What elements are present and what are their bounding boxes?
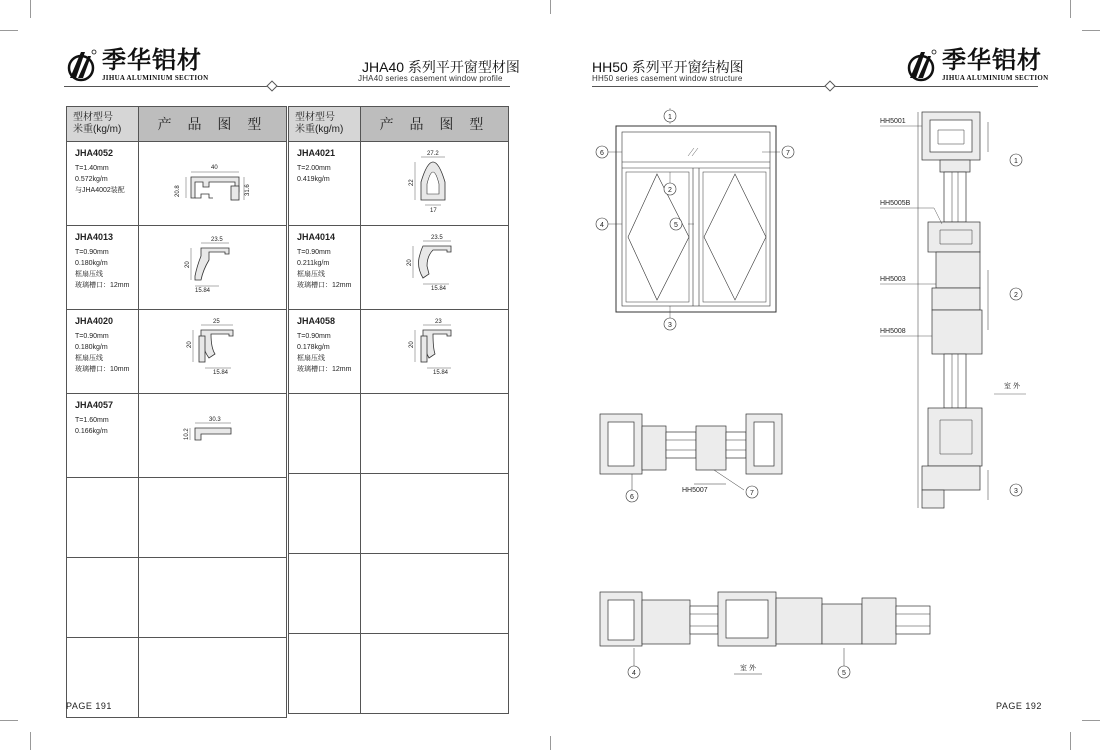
table-row [289,474,509,554]
profile-info [289,310,361,394]
table-row [67,226,287,310]
callout-label: 5 [674,222,678,229]
brand-name-en: JIHUA ALUMINIUM SECTION [102,74,209,82]
callout-label: 6 [600,150,604,157]
page-title: HH50 系列平开窗结构图 [592,59,744,75]
table-row [67,310,287,394]
crop-mark [0,720,18,721]
profile-spec: T=0.90mm [75,249,109,256]
callout-label: 4 [632,670,636,677]
callout-label: 1 [668,114,672,121]
crop-mark [1082,720,1100,721]
crop-mark [30,0,31,18]
header-rule [592,86,1038,87]
spine-mark [550,736,551,750]
callout-label: 7 [750,490,754,497]
section-label: HH5008 [880,328,906,335]
profile-info [67,310,139,394]
profile-spec: T=0.90mm [297,249,331,256]
profile-table-right [288,106,509,714]
page-subtitle: HH50 series casement window structure [592,74,743,83]
profile-info [67,394,139,478]
spine-mark [550,0,551,14]
dim-label: 22 [409,179,415,186]
profile-info [289,226,361,310]
section-label: HH5001 [880,118,906,125]
profile-drawing [139,142,287,226]
crop-mark [1082,30,1100,31]
profile-code: JHA4014 [297,232,336,242]
profile-info [67,226,139,310]
table-row [289,634,509,714]
table-row [289,310,509,394]
crop-mark [30,732,31,750]
section-label: HH5005B [880,200,911,207]
header-rule [64,86,510,87]
profile-spec: 0.178kg/m [297,344,330,351]
profile-spec: 0.180kg/m [75,344,108,351]
brand-emblem-icon [64,48,98,82]
dim-label: 30.3 [209,417,221,423]
profile-spec: T=2.00mm [297,165,331,172]
profile-spec: 框扇压线 [75,355,103,362]
callout-label: 3 [1014,488,1018,495]
dim-label: 17 [430,208,437,214]
profile-spec: 0.180kg/m [75,260,108,267]
profile-spec: T=1.40mm [75,165,109,172]
callout-label: 1 [1014,158,1018,165]
profile-info [289,142,361,226]
callout-label: 5 [842,670,846,677]
vertical-section [876,110,1036,512]
brand-logo [64,48,208,82]
profile-code: JHA4013 [75,232,114,242]
brand-name-en: JIHUA ALUMINIUM SECTION [942,74,1049,82]
table-row [67,478,287,558]
horizontal-section-sash [594,588,944,688]
dim-label: 40 [211,165,218,171]
profile-spec: 0.166kg/m [75,428,108,435]
profile-spec: 框扇压线 [75,271,103,278]
dim-label: 10.2 [184,428,190,440]
profile-code: JHA4021 [297,148,336,158]
dim-label: 15.84 [433,370,449,376]
crop-mark [0,30,18,31]
crop-mark [1070,732,1071,750]
dim-label: 23.5 [431,235,443,241]
profile-spec: T=1.60mm [75,417,109,424]
callout-label: 4 [600,222,604,229]
section-label: HH5003 [880,276,906,283]
profile-spec: 玻璃槽口：12mm [297,282,352,289]
table-row [289,394,509,474]
profile-spec: 0.211kg/m [297,260,330,267]
dim-label: 15.84 [431,286,447,292]
dim-label: 31.6 [245,184,251,196]
header-rule-mark [824,80,835,91]
dim-label: 23.5 [211,237,223,243]
outdoor-label: 室 外 [740,665,756,672]
section-label: HH5007 [682,487,708,494]
callout-label: 3 [668,322,672,329]
page-title: JHA40 系列平开窗型材图 [362,59,520,75]
header-model-label: 型材型号 [295,112,335,123]
column-header-model [67,107,139,142]
brand-name: 季华铝材 [942,46,1042,74]
profile-spec: 玻璃槽口：12mm [297,366,352,373]
dim-label: 15.84 [213,370,229,376]
header-weight-label: 米重(kg/m) [73,124,122,135]
profile-drawing [361,310,509,394]
dim-label: 20 [185,261,191,268]
callout-label: 7 [786,150,790,157]
profile-spec: 0.572kg/m [75,176,108,183]
profile-info [67,142,139,226]
profile-spec: T=0.90mm [297,333,331,340]
dim-label: 20 [409,341,415,348]
profile-spec: 玻璃槽口：10mm [75,366,130,373]
profile-code: JHA4058 [297,316,336,326]
profile-drawing [361,142,509,226]
dim-label: 20.8 [175,185,181,197]
column-header-diagram: 产 品 图 型 [139,107,287,142]
profile-code: JHA4057 [75,400,114,410]
table-row [67,558,287,638]
table-row [67,142,287,226]
dim-label: 15.84 [195,288,211,294]
table-row [289,142,509,226]
dim-label: 25 [213,319,220,325]
dim-label: 27.2 [427,151,439,157]
profile-spec: 与JHA4002装配 [75,187,125,194]
header-rule-mark [266,80,277,91]
profile-spec: 框扇压线 [297,355,325,362]
header-model-label: 型材型号 [73,112,113,123]
dim-label: 20 [407,259,413,266]
callout-label: 2 [668,187,672,194]
window-elevation [590,104,810,340]
profile-table-left [66,106,287,718]
table-row [67,394,287,478]
table-row [289,226,509,310]
brand-emblem-icon [904,48,938,82]
profile-drawing [361,226,509,310]
crop-mark [1070,0,1071,18]
profile-spec: 0.419kg/m [297,176,330,183]
column-header-diagram: 产 品 图 型 [361,107,509,142]
table-row [289,554,509,634]
profile-spec: T=0.90mm [75,333,109,340]
header-weight-label: 米重(kg/m) [295,124,344,135]
page-number: PAGE 192 [996,701,1042,711]
profile-drawing [139,394,287,478]
brand-name: 季华铝材 [102,46,202,74]
page-subtitle: JHA40 series casement window profile [358,74,503,83]
profile-spec: 玻璃槽口：12mm [75,282,130,289]
horizontal-section-mullion [594,410,794,514]
profile-code: JHA4052 [75,148,114,158]
profile-code: JHA4020 [75,316,114,326]
profile-drawing [139,310,287,394]
page-number: PAGE 191 [66,701,112,711]
outdoor-label: 室 外 [1004,383,1020,390]
dim-label: 20 [187,341,193,348]
profile-spec: 框扇压线 [297,271,325,278]
brand-logo [904,48,1048,82]
callout-label: 2 [1014,292,1018,299]
callout-label: 6 [630,494,634,501]
dim-label: 23 [435,319,442,325]
profile-drawing [139,226,287,310]
column-header-model [289,107,361,142]
